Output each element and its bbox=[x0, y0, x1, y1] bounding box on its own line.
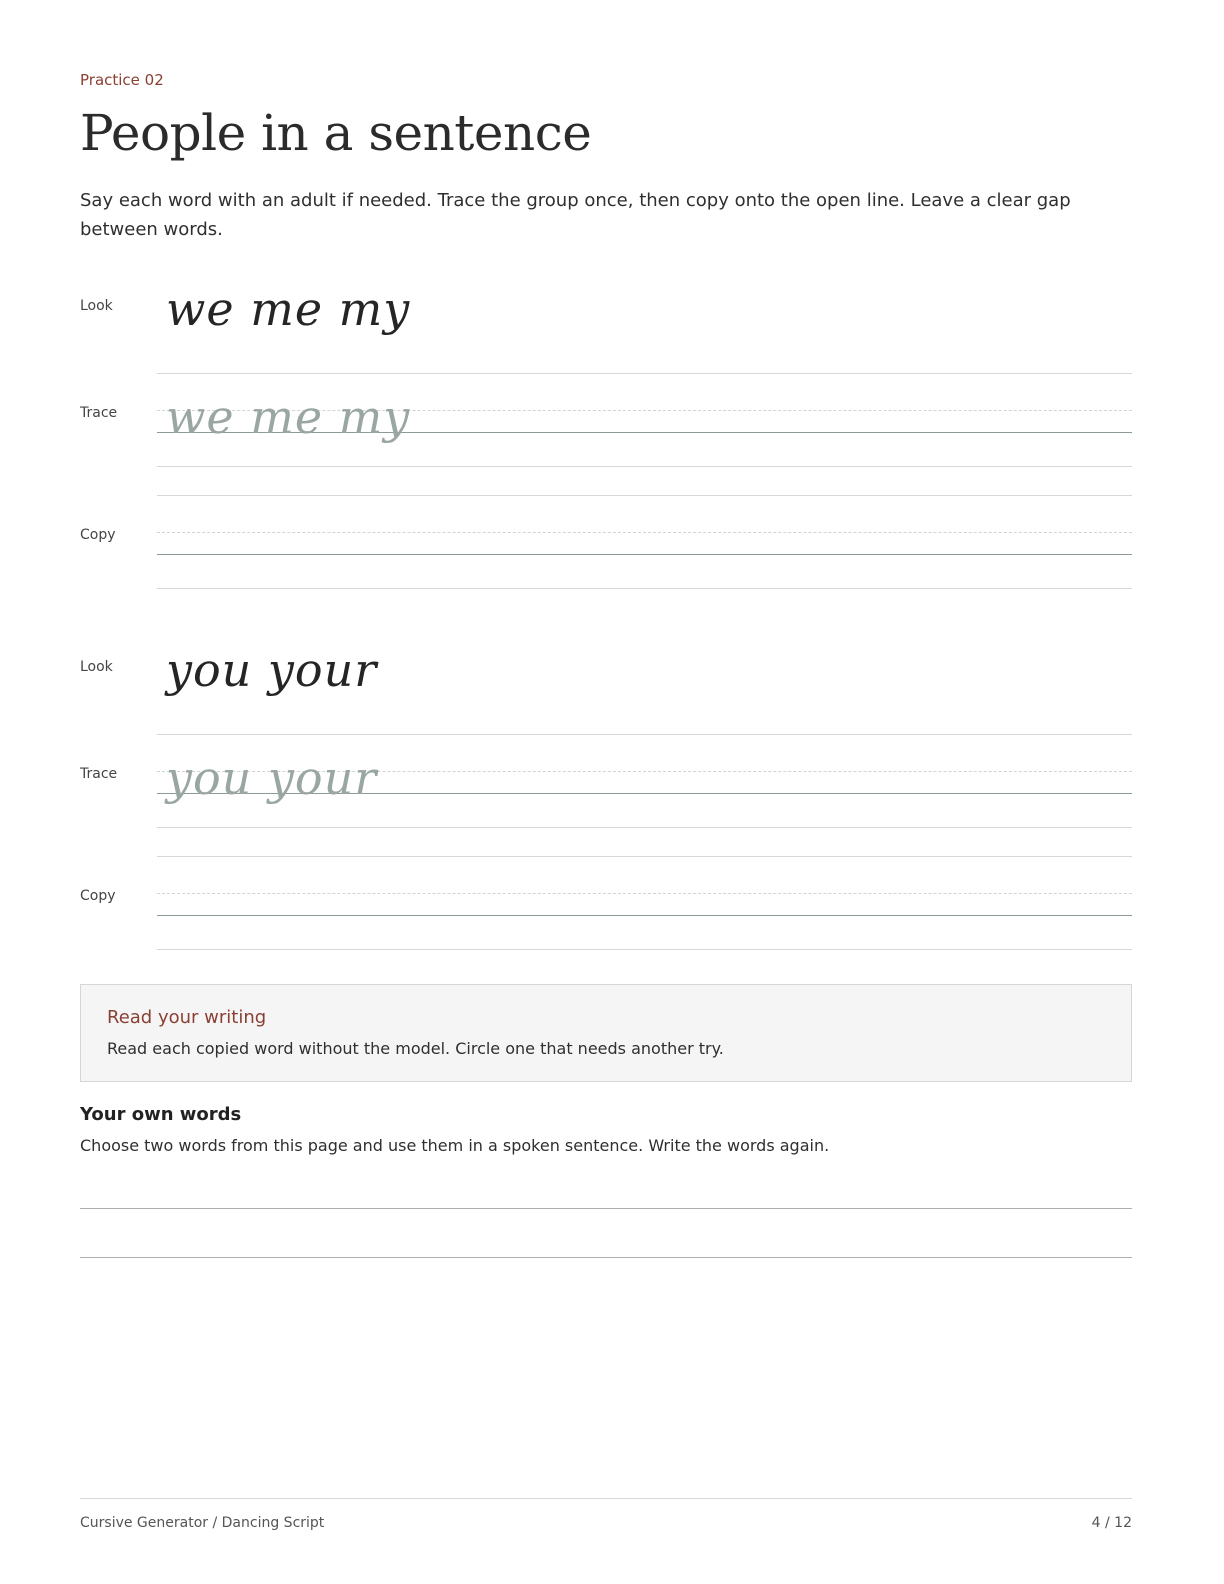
copy-baseline[interactable] bbox=[157, 915, 1132, 916]
writing-line-1[interactable] bbox=[80, 1208, 1132, 1209]
copy-midline[interactable] bbox=[157, 893, 1132, 894]
model-words: we me my bbox=[166, 282, 411, 336]
trace-descender-line bbox=[157, 827, 1132, 828]
copy-descender-line bbox=[157, 949, 1132, 950]
callout-title: Read your writing bbox=[107, 1007, 267, 1028]
trace-words: we me my bbox=[166, 390, 411, 444]
copy-label: Copy bbox=[80, 527, 116, 543]
trace-label: Trace bbox=[80, 405, 118, 421]
look-line bbox=[157, 734, 1132, 735]
model-words: you your bbox=[166, 643, 378, 697]
footer-source: Cursive Generator / Dancing Script bbox=[80, 1515, 325, 1531]
copy-midline[interactable] bbox=[157, 532, 1132, 533]
read-writing-callout bbox=[80, 984, 1132, 1082]
copy-descender-line bbox=[157, 588, 1132, 589]
look-label: Look bbox=[80, 298, 113, 314]
page-number: 4 / 12 bbox=[1091, 1515, 1132, 1531]
callout-body: Read each copied word without the model. Circle one that needs another try. bbox=[107, 1039, 724, 1058]
copy-topline bbox=[157, 856, 1132, 857]
practice-eyebrow: Practice 02 bbox=[80, 71, 164, 89]
trace-descender-line bbox=[157, 466, 1132, 467]
writing-line-2[interactable] bbox=[80, 1257, 1132, 1258]
footer-divider bbox=[80, 1498, 1132, 1499]
look-line bbox=[157, 373, 1132, 374]
copy-baseline[interactable] bbox=[157, 554, 1132, 555]
copy-topline bbox=[157, 495, 1132, 496]
trace-label: Trace bbox=[80, 766, 118, 782]
own-words-heading: Your own words bbox=[80, 1104, 242, 1125]
look-label: Look bbox=[80, 659, 113, 675]
own-words-instructions: Choose two words from this page and use them in a spoken sentence. Write the words again. bbox=[80, 1136, 830, 1155]
copy-label: Copy bbox=[80, 888, 116, 904]
page-title: People in a sentence bbox=[80, 104, 592, 162]
instructions: Say each word with an adult if needed. Trace the group once, then copy onto the open line. Leave a clear gap between words. bbox=[80, 190, 1071, 240]
trace-words: you your bbox=[166, 751, 378, 805]
